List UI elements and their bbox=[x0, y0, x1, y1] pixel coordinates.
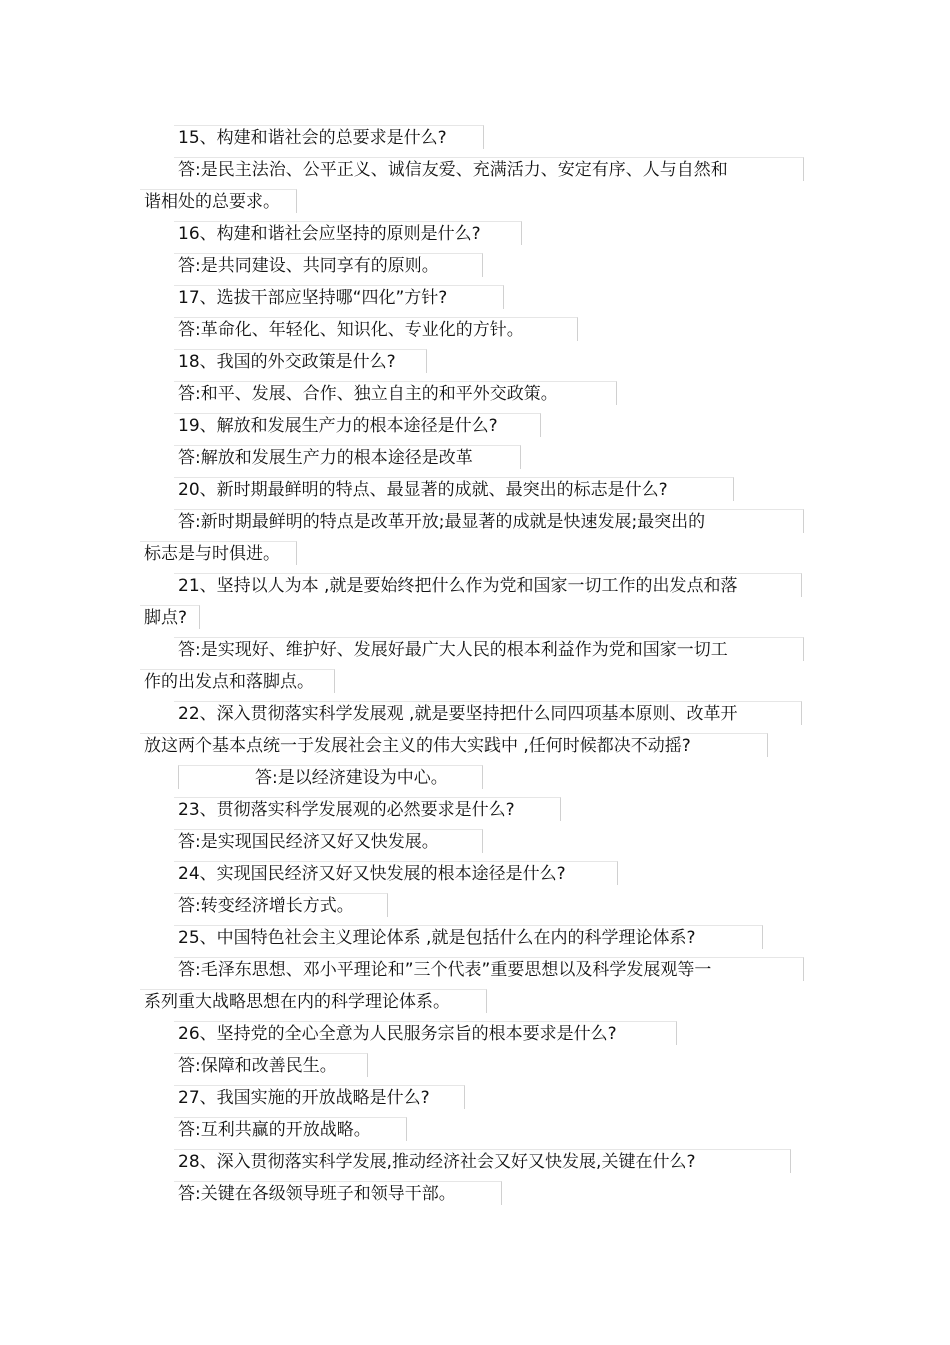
answer-22: 答:是以经济建设为中心。 bbox=[178, 765, 483, 789]
answer-15-line-2: 谐相处的总要求。 bbox=[140, 189, 297, 213]
answer-24: 答:转变经济增长方式。 bbox=[174, 893, 388, 917]
answer-25-line-1: 答:毛泽东思想、邓小平理论和”三个代表”重要思想以及科学发展观等一 bbox=[174, 957, 804, 981]
question-19: 19、解放和发展生产力的根本途径是什么? bbox=[174, 413, 541, 437]
question-26: 26、坚持党的全心全意为人民服务宗旨的根本要求是什么? bbox=[174, 1021, 677, 1045]
answer-28: 答:关键在各级领导班子和领导干部。 bbox=[174, 1181, 502, 1205]
question-15: 15、构建和谐社会的总要求是什么? bbox=[174, 125, 484, 149]
answer-27: 答:互利共赢的开放战略。 bbox=[174, 1117, 407, 1141]
answer-25-line-2: 系列重大战略思想在内的科学理论体系。 bbox=[140, 989, 487, 1013]
question-18: 18、我国的外交政策是什么? bbox=[174, 349, 427, 373]
answer-19: 答:解放和发展生产力的根本途径是改革 bbox=[174, 445, 521, 469]
question-24: 24、实现国民经济又好又快发展的根本途径是什么? bbox=[174, 861, 618, 885]
answer-15-line-1: 答:是民主法治、公平正义、诚信友爱、充满活力、安定有序、人与自然和 bbox=[174, 157, 804, 181]
question-17: 17、选拔干部应坚持哪“四化”方针? bbox=[174, 285, 504, 309]
answer-17: 答:革命化、年轻化、知识化、专业化的方针。 bbox=[174, 317, 578, 341]
question-20: 20、新时期最鲜明的特点、最显著的成就、最突出的标志是什么? bbox=[174, 477, 734, 501]
answer-21-line-1: 答:是实现好、维护好、发展好最广大人民的根本利益作为党和国家一切工 bbox=[174, 637, 804, 661]
question-21-line-1: 21、坚持以人为本 ,就是要始终把什么作为党和国家一切工作的出发点和落 bbox=[174, 573, 802, 597]
question-22-line-1: 22、深入贯彻落实科学发展观 ,就是要坚持把什么同四项基本原则、改革开 bbox=[174, 701, 802, 725]
question-27: 27、我国实施的开放战略是什么? bbox=[174, 1085, 465, 1109]
answer-20-line-2: 标志是与时俱进。 bbox=[140, 541, 297, 565]
question-25: 25、中国特色社会主义理论体系 ,就是包括什么在内的科学理论体系? bbox=[174, 925, 763, 949]
answer-26: 答:保障和改善民生。 bbox=[174, 1053, 368, 1077]
question-21-line-2: 脚点? bbox=[140, 605, 200, 629]
answer-16: 答:是共同建设、共同享有的原则。 bbox=[174, 253, 483, 277]
question-28: 28、深入贯彻落实科学发展,推动经济社会又好又快发展,关键在什么? bbox=[174, 1149, 791, 1173]
question-22-line-2: 放这两个基本点统一于发展社会主义的伟大实践中 ,任何时候都决不动摇? bbox=[140, 733, 768, 757]
answer-21-line-2: 作的出发点和落脚点。 bbox=[140, 669, 335, 693]
question-16: 16、构建和谐社会应坚持的原则是什么? bbox=[174, 221, 522, 245]
answer-23: 答:是实现国民经济又好又快发展。 bbox=[174, 829, 483, 853]
question-23: 23、贯彻落实科学发展观的必然要求是什么? bbox=[174, 797, 561, 821]
answer-18: 答:和平、发展、合作、独立自主的和平外交政策。 bbox=[174, 381, 617, 405]
answer-20-line-1: 答:新时期最鲜明的特点是改革开放;最显著的成就是快速发展;最突出的 bbox=[174, 509, 804, 533]
